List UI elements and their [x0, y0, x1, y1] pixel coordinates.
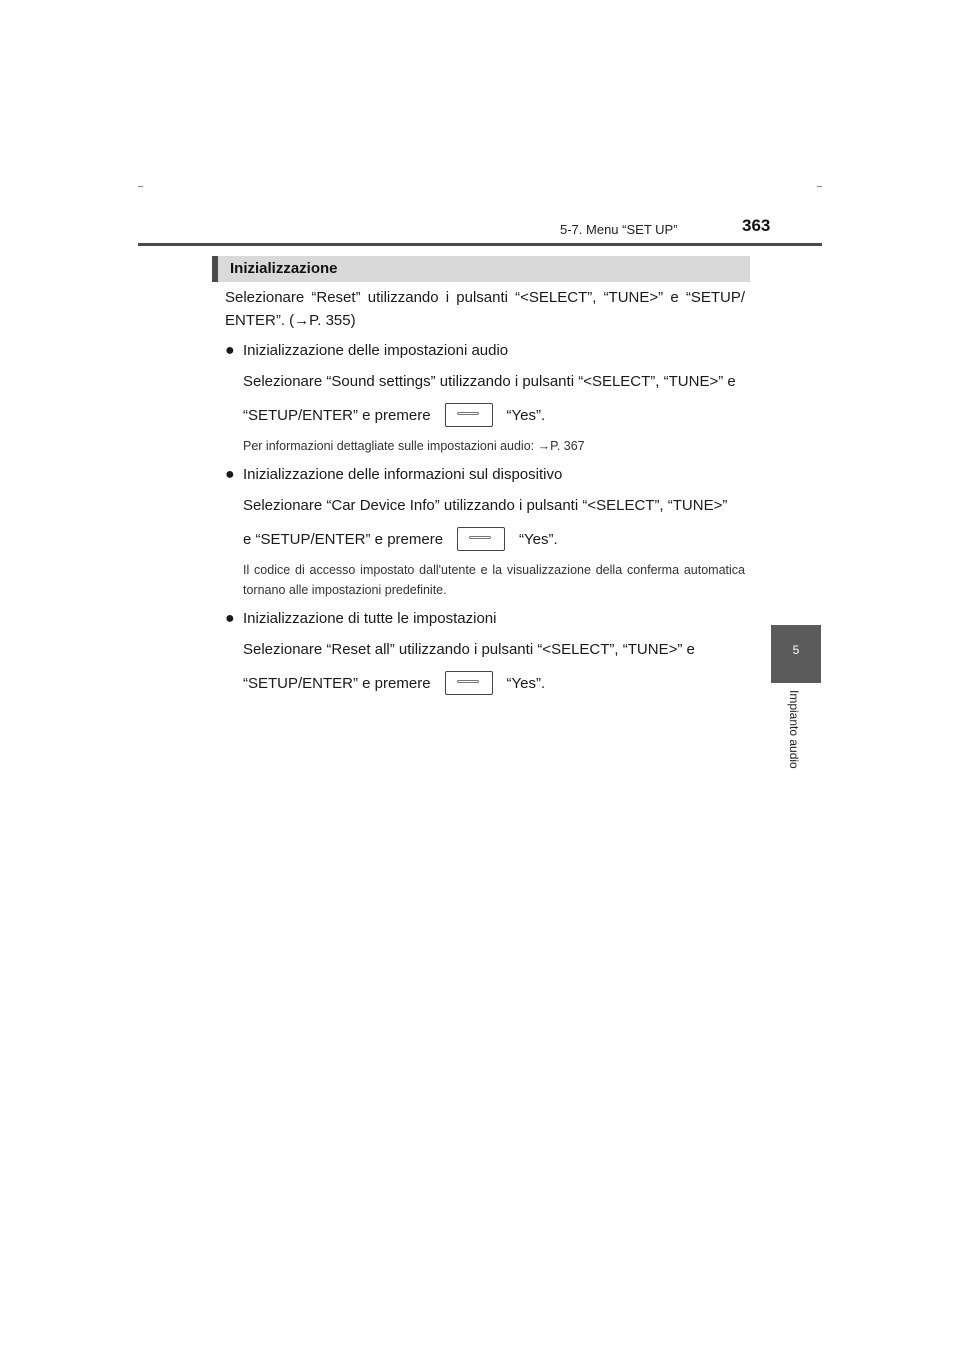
- section-title: Inizializzazione: [230, 260, 338, 277]
- note-text: Il codice di accesso impostato dall'utente e la visualizzazione della conferma automatica tornano alle impostazioni predefinite.: [243, 563, 745, 597]
- bullet-icon: ●: [225, 466, 235, 483]
- step-text-before: “SETUP/ENTER” e premere: [243, 406, 431, 424]
- bullet-heading: Inizializzazione delle impostazioni audio: [243, 342, 509, 359]
- step-line: [243, 671, 745, 695]
- header-rule: [138, 243, 822, 246]
- section-header: [212, 256, 750, 282]
- list-item: [225, 607, 745, 695]
- running-head: 5-7. Menu “SET UP”: [560, 222, 678, 237]
- bullet-heading: Inizializzazione delle informazioni sul dispositivo: [243, 466, 563, 483]
- chapter-label: Impianto audio: [787, 690, 801, 769]
- crop-mark-left: [138, 186, 143, 187]
- note-text: Per informazioni dettagliate sulle impostazioni audio: →P. 367: [243, 439, 585, 453]
- minus-button-icon: [445, 671, 493, 695]
- bullet-heading: Inizializzazione di tutte le impostazioni: [243, 610, 497, 627]
- page-number: 363: [742, 216, 771, 235]
- step-text-after: “Yes”.: [506, 406, 546, 424]
- crop-mark-right: [817, 186, 822, 187]
- list-item: [225, 339, 745, 456]
- step-text-before: e “SETUP/ENTER” e premere: [243, 530, 444, 548]
- step-text-before: “SETUP/ENTER” e premere: [243, 674, 431, 692]
- intro-text: Selezionare “Reset” utilizzando i pulsanti “<SELECT”, “TUNE>” e “SETUP/ ENTER”. (→P. 355): [225, 289, 745, 329]
- step-line: [243, 527, 745, 551]
- chapter-tab: [771, 625, 821, 683]
- minus-button-icon: [445, 403, 493, 427]
- step-text: Selezionare “Car Device Info” utilizzando i pulsanti “<SELECT”, “TUNE>”: [243, 497, 728, 514]
- minus-button-icon: [457, 527, 505, 551]
- list-item: [225, 463, 745, 600]
- section-content: [225, 286, 745, 695]
- step-text-after: “Yes”.: [506, 674, 546, 692]
- bullet-icon: ●: [225, 610, 235, 627]
- bullet-icon: ●: [225, 342, 235, 359]
- step-text-after: “Yes”.: [519, 530, 558, 548]
- chapter-number: 5: [792, 643, 800, 657]
- step-line: [243, 403, 745, 427]
- step-text: Selezionare “Sound settings” utilizzando i pulsanti “<SELECT”, “TUNE>” e: [243, 373, 736, 390]
- step-text: Selezionare “Reset all” utilizzando i pulsanti “<SELECT”, “TUNE>” e: [243, 641, 695, 658]
